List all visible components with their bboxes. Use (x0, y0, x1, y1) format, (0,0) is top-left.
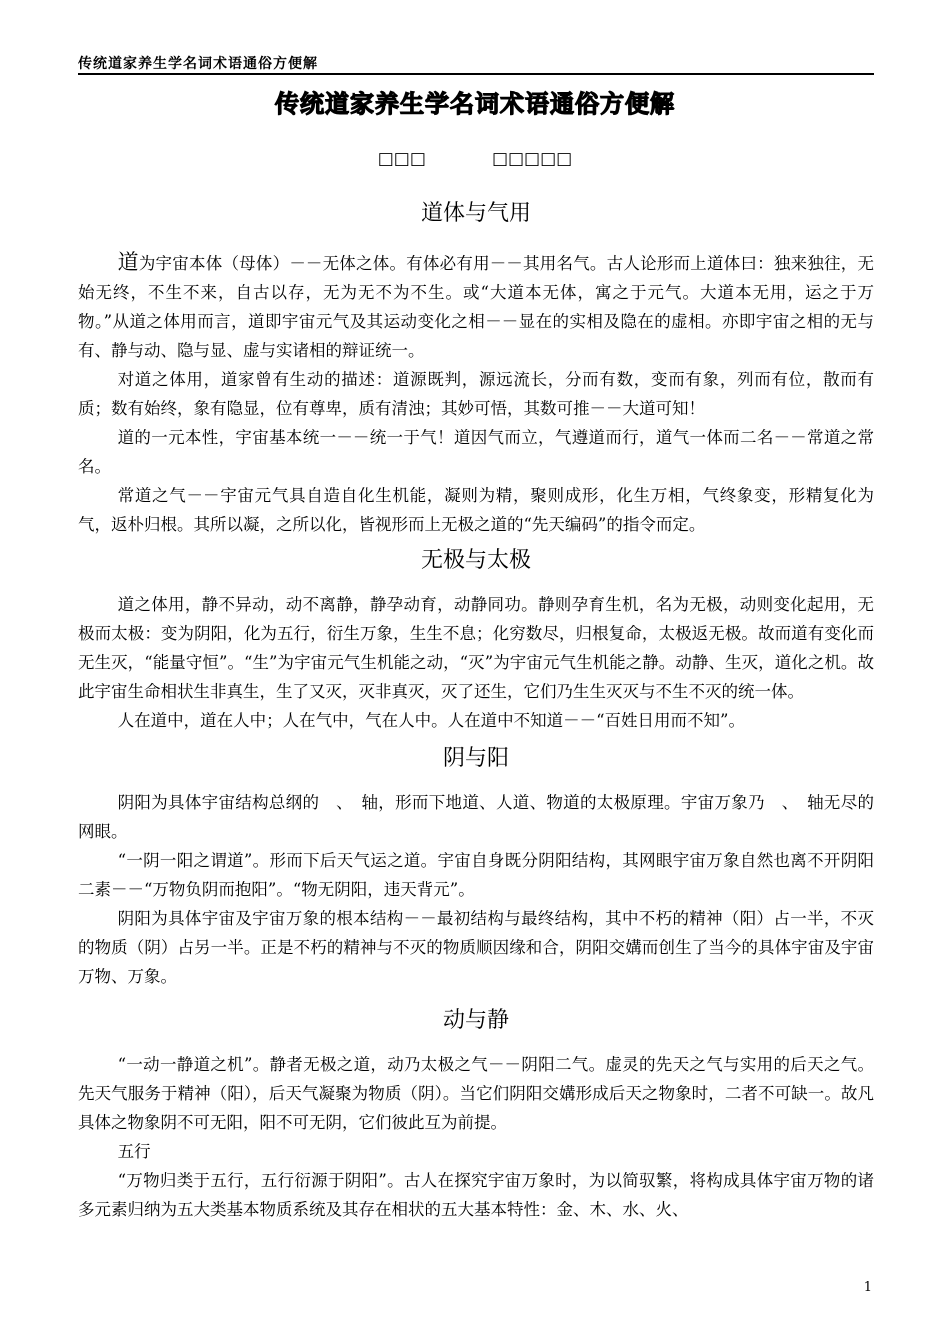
author-name: □□□ (377, 149, 426, 169)
paragraph: 道之体用，静不异动，动不离静，静孕动育，动静同功。静则孕育生机，名为无极，动则变化起用，无极而太极：变为阴阳，化为五行，衍生万象，生生不息；化穷数尽，归根复命，太极返无极。故而道有变化而无生灭，“能量守恒”。“生”为宇宙元气生机能之动，“灭”为宇宙元气生机能之静。动静、生灭，道化之机。故此宇宙生命相状生非真生，生了又灭，灭非真灭，灭了还生，它们乃生生灭灭与不生不灭的统一体。 (78, 595, 874, 701)
running-header: 传统道家养生学名词术语通俗方便解 (78, 56, 318, 72)
document-title: 传统道家养生学名词术语通俗方便解 (275, 90, 675, 118)
author-line (0, 149, 950, 169)
paragraph: 五行 (117, 1142, 151, 1161)
section-heading: 阴与阳 (442, 746, 509, 771)
document-body (78, 196, 874, 1224)
paragraph: “万物归类于五行，五行衍源于阴阳”。古人在探究宇宙万象时，为以简驭繁，将构成具体宇宙万物的诸多元素归纳为五大类基本物质系统及其存在相状的五大基本特性：金、木、水、火、 (78, 1171, 874, 1219)
paragraph: 人在道中，道在人中；人在气中，气在人中。人在道中不知道－－“百姓日用而不知”。 (117, 711, 745, 730)
author-affiliation: □□□□□ (491, 149, 573, 169)
section-heading: 道体与气用 (420, 201, 531, 226)
paragraph: 常道之气－－宇宙元气具自造自化生机能，凝则为精，聚则成形，化生万相，气终象变，形精复化为气，返朴归根。其所以凝，之所以化，皆视形而上无极之道的“先天编码”的指令而定。 (78, 486, 874, 534)
paragraph: 阴阳为具体宇宙及宇宙万象的根本结构－－最初结构与最终结构，其中不朽的精神（阳）占一半，不灭的物质（阴）占另一半。正是不朽的精神与不灭的物质顺因缘和合，阴阳交媾而创生了当今的具体宇宙及宇宙万物、万象。 (78, 909, 874, 986)
header-rule (78, 73, 874, 75)
paragraph: 道为宇宙本体（母体）－－无体之体。有体必有用－－其用名气。古人论形而上道体曰：独来独往，无始无终，不生不来，自古以存，无为无不为不生。或“大道本无体，寓之于元气。大道本无用，运之于万物。”从道之体用而言，道即宇宙元气及其运动变化之相－－显在的实相及隐在的虚相。亦即宇宙之相的无与有、静与动、隐与显、虚与实诸相的辩证统一。 (78, 250, 875, 360)
paragraph: “一动一静道之机”。静者无极之道，动乃太极之气－－阴阳二气。虚灵的先天之气与实用的后天之气。先天气服务于精神（阳），后天气凝聚为物质（阴）。当它们阴阳交媾形成后天之物象时，二者不可缺一。故凡具体之物象阴不可无阳，阳不可无阴，它们彼此互为前提。 (78, 1055, 874, 1132)
paragraph: 阴阳为具体宇宙结构总纲的 、 轴，形而下地道、人道、物道的太极原理。宇宙万象乃 、 轴无尽的网眼。 (78, 793, 874, 841)
page-number: 1 (863, 1280, 872, 1295)
paragraph-lead: 道 (117, 250, 139, 274)
paragraph: 道的一元本性，宇宙基本统一－－统一于气！道因气而立，气遵道而行，道气一体而二名－－常道之常名。 (78, 428, 874, 476)
paragraph: 对道之体用，道家曾有生动的描述：道源既判，源远流长，分而有数，变而有象，列而有位，散而有质；数有始终，象有隐显，位有尊卑，质有清浊；其妙可悟，其数可推－－大道可知！ (78, 370, 874, 418)
paragraph: “一阴一阳之谓道”。形而下后天气运之道。宇宙自身既分阴阳结构，其网眼宇宙万象自然也离不开阴阳二素－－“万物负阴而抱阳”。“物无阴阳，违天背元”。 (78, 851, 874, 899)
section-heading: 动与静 (442, 1008, 509, 1033)
section-heading: 无极与太极 (420, 548, 531, 573)
